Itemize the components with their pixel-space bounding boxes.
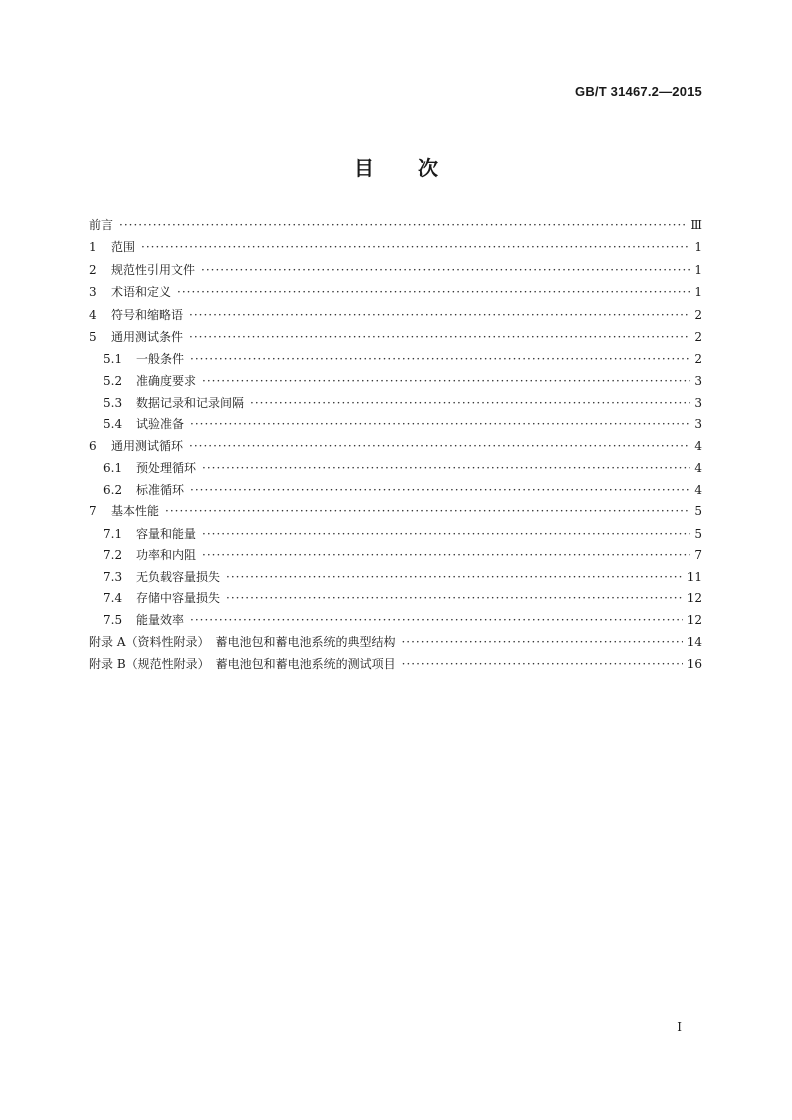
toc-entry-page: 2 — [694, 307, 702, 322]
toc-entry-page: 1 — [694, 240, 702, 255]
toc-entry-7-1[interactable] — [89, 525, 702, 547]
toc-leader-dots — [189, 308, 690, 322]
toc-entry-7-2[interactable] — [89, 546, 702, 568]
toc-entry-label: 附录 B（规范性附录） 蓄电池包和蓄电池系统的测试项目 — [89, 657, 396, 672]
toc-entry-label: 容量和能量 — [136, 526, 197, 541]
toc-entry-label: 预处理循环 — [136, 461, 197, 476]
toc-entry-page: 12 — [686, 591, 702, 606]
toc-entry-label: 规范性引用文件 — [111, 262, 196, 277]
toc-entry-number: 1 — [89, 240, 97, 255]
page-number: I — [677, 1020, 682, 1034]
toc-entry-label: 能量效率 — [136, 613, 185, 628]
toc-entry-label: 符号和缩略语 — [111, 307, 184, 322]
toc-leader-dots — [189, 330, 690, 344]
toc-entry-page: 11 — [686, 569, 702, 584]
toc-leader-dots — [177, 285, 690, 299]
toc-entry-5[interactable] — [89, 328, 702, 350]
toc-leader-dots — [202, 548, 690, 562]
toc-entry-2[interactable] — [89, 261, 702, 283]
toc-entry-6-1[interactable] — [89, 459, 702, 481]
toc-entry-label: 试验准备 — [136, 417, 185, 432]
toc-entry-label: 基本性能 — [111, 504, 160, 519]
toc-entry-number: 6.2 — [103, 482, 123, 497]
toc-entry-number: 5 — [89, 329, 97, 344]
toc-entry-page: 7 — [694, 548, 702, 563]
toc-leader-dots — [141, 240, 690, 254]
toc-entry-page: 12 — [686, 613, 702, 628]
toc-entry-number: 7.1 — [103, 526, 123, 541]
toc-entry-number: 4 — [89, 307, 97, 322]
toc-entry-label: 范围 — [111, 240, 136, 255]
toc-entry-page: 4 — [694, 461, 702, 476]
toc-entry-7-5[interactable] — [89, 611, 702, 633]
toc-leader-dots — [189, 439, 690, 453]
toc-entry-number: 7.2 — [103, 548, 123, 563]
toc-entry-page: Ⅲ — [690, 218, 702, 232]
toc-entry-6[interactable] — [89, 437, 702, 459]
toc-entry-4[interactable] — [89, 306, 702, 328]
toc-leader-dots — [402, 657, 683, 671]
toc-leader-dots — [190, 417, 690, 431]
toc-entry-7-3[interactable] — [89, 568, 702, 590]
toc-entry-page: 3 — [694, 395, 702, 410]
toc-entry-6-2[interactable] — [89, 481, 702, 503]
toc-entry-page: 3 — [694, 373, 702, 388]
toc-entry-page: 4 — [694, 438, 702, 453]
toc-entry-label: 术语和定义 — [111, 285, 172, 300]
toc-leader-dots — [226, 591, 683, 605]
toc-entry-5-4[interactable] — [89, 415, 702, 437]
toc-entry-7-4[interactable] — [89, 589, 702, 611]
toc-leader-dots — [190, 352, 690, 366]
toc-leader-dots — [190, 613, 683, 627]
toc-entry-1[interactable] — [89, 238, 702, 260]
toc-entry-page: 5 — [694, 526, 702, 541]
toc-leader-dots — [201, 263, 690, 277]
toc-entry-number: 7.4 — [103, 591, 123, 606]
toc-leader-dots — [202, 461, 690, 475]
toc-entry-number: 7.5 — [103, 613, 123, 628]
toc-leader-dots — [202, 527, 690, 541]
toc-entry-number: 6 — [89, 438, 97, 453]
toc-entry-label: 通用测试条件 — [111, 329, 184, 344]
table-of-contents — [89, 216, 702, 677]
toc-entry-foreword[interactable] — [89, 216, 702, 238]
toc-entry-page: 1 — [694, 285, 702, 300]
toc-leader-dots — [119, 218, 686, 232]
toc-entry-number: 5.2 — [103, 373, 123, 388]
toc-leader-dots — [250, 396, 690, 410]
toc-entry-label: 标准循环 — [136, 482, 185, 497]
toc-entry-page: 2 — [694, 329, 702, 344]
toc-leader-dots — [202, 374, 690, 388]
toc-entry-page: 14 — [686, 634, 702, 649]
toc-entry-label: 存储中容量损失 — [136, 591, 221, 606]
toc-entry-5-2[interactable] — [89, 372, 702, 394]
page-title: 目次 — [354, 156, 482, 180]
toc-entry-label: 附录 A（资料性附录） 蓄电池包和蓄电池系统的典型结构 — [89, 634, 396, 649]
toc-entry-label: 数据记录和记录间隔 — [136, 395, 245, 410]
toc-entry-page: 3 — [694, 417, 702, 432]
toc-entry-appendix-a[interactable] — [89, 633, 702, 655]
toc-entry-label: 无负载容量损失 — [136, 569, 221, 584]
toc-leader-dots — [401, 635, 682, 649]
toc-entry-appendix-b[interactable] — [89, 655, 702, 677]
toc-entry-page: 2 — [694, 352, 702, 367]
toc-entry-3[interactable] — [89, 283, 702, 305]
toc-entry-label: 功率和内阻 — [136, 548, 197, 563]
toc-leader-dots — [190, 483, 690, 497]
toc-leader-dots — [226, 570, 683, 584]
toc-entry-number: 7 — [89, 504, 97, 519]
toc-entry-page: 4 — [694, 482, 702, 497]
toc-entry-number: 5.4 — [103, 417, 123, 432]
toc-entry-label: 前言 — [89, 218, 114, 232]
toc-entry-number: 5.3 — [103, 395, 123, 410]
toc-entry-5-1[interactable] — [89, 350, 702, 372]
toc-entry-page: 5 — [694, 504, 702, 519]
toc-entry-7[interactable] — [89, 502, 702, 524]
toc-entry-number: 7.3 — [103, 569, 123, 584]
toc-entry-number: 3 — [89, 285, 97, 300]
toc-entry-5-3[interactable] — [89, 394, 702, 416]
toc-leader-dots — [165, 504, 690, 518]
toc-entry-label: 通用测试循环 — [111, 438, 184, 453]
toc-entry-number: 2 — [89, 262, 97, 277]
toc-entry-number: 5.1 — [103, 352, 123, 367]
toc-entry-page: 16 — [686, 657, 702, 672]
toc-entry-number: 6.1 — [103, 461, 123, 476]
toc-entry-page: 1 — [694, 262, 702, 277]
toc-entry-label: 一般条件 — [136, 352, 185, 367]
standard-code: GB/T 31467.2—2015 — [575, 84, 702, 99]
toc-entry-label: 准确度要求 — [136, 373, 197, 388]
